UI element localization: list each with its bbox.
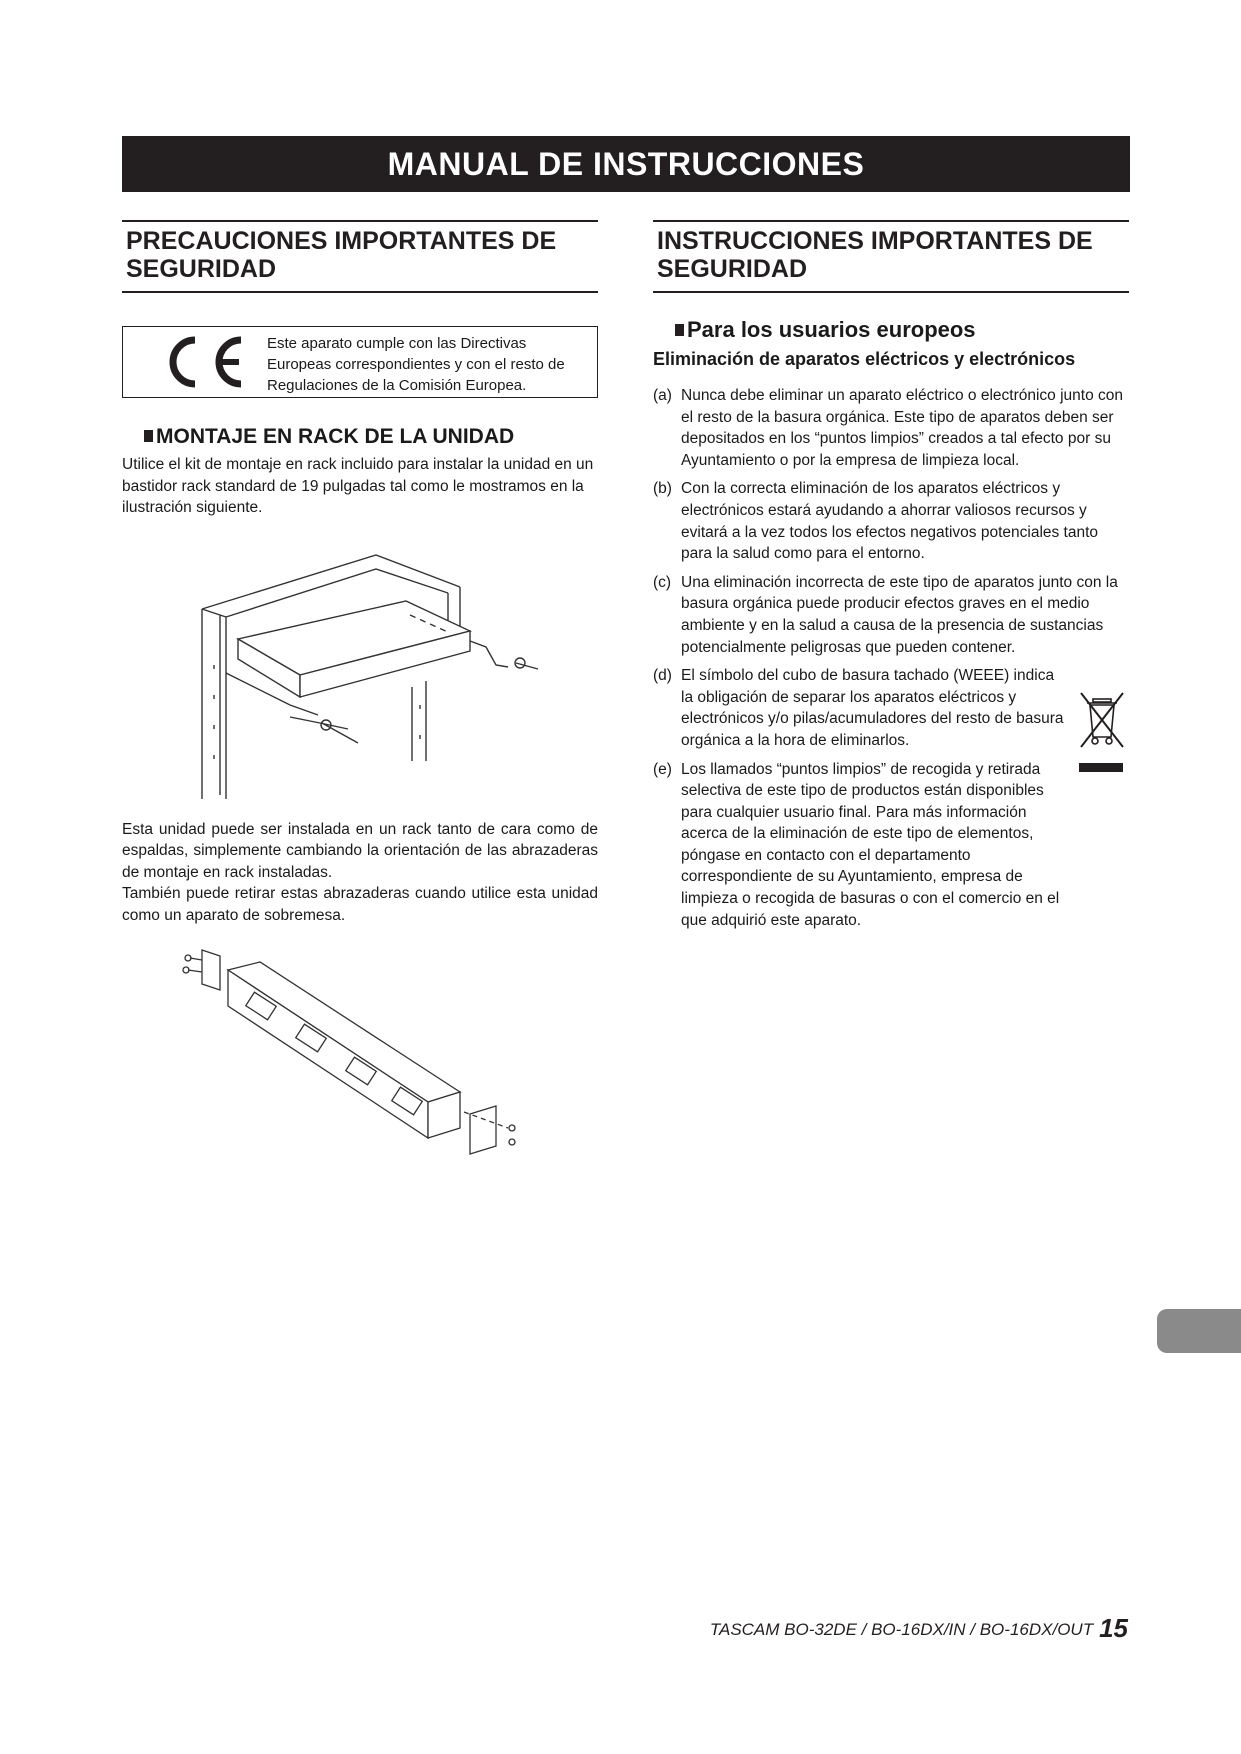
rack-mount-heading bbox=[144, 424, 598, 450]
page-footer bbox=[710, 1614, 1128, 1644]
item-text: Nunca debe eliminar un aparato eléctrico o electrónico junto con el resto de la basura orgánica. Este tipo de aparatos deben ser depositados en los “puntos limpios” creados a tal efecto por su Ayuntamiento o por la empresa de limpieza local. bbox=[681, 387, 1124, 469]
eu-users-heading-text: Para los usuarios europeos bbox=[687, 317, 976, 342]
rack-mount-text: Utilice el kit de montaje en rack incluido para instalar la unidad en un bastidor rack standard de 19 pulgadas tal como le mostramos en la ilustración siguiente. bbox=[122, 456, 594, 516]
disposal-item-b bbox=[653, 478, 1129, 564]
footer-model-names: TASCAM BO-32DE / BO-16DX/IN / BO-16DX/OUT bbox=[709, 1620, 1094, 1639]
rack-mount-illustration bbox=[180, 545, 550, 805]
item-label: (e) bbox=[653, 760, 672, 778]
right-section-heading bbox=[653, 220, 1129, 293]
page-number: 15 bbox=[1099, 1613, 1128, 1643]
page-banner: MANUAL DE INSTRUCCIONES bbox=[122, 136, 1130, 192]
left-section-heading bbox=[122, 220, 598, 293]
left-heading-line2: SEGURIDAD bbox=[126, 255, 277, 283]
item-text: Una eliminación incorrecta de este tipo de aparatos junto con la basura orgánica puede producir efectos graves en el medio ambiente y en la salud a causa de la presencia de sustancias potencialmente peligrosas que pueden contener. bbox=[681, 573, 1118, 656]
ce-notice-text: Este aparato cumple con las Directivas Europeas correspondientes y con el resto de Regulaciones de la Comisión Europea. bbox=[267, 335, 565, 394]
disposal-item-a bbox=[653, 385, 1129, 471]
rack-ears-removal-text: También puede retirar estas abrazaderas cuando utilice esta unidad como un aparato de sobremesa. bbox=[122, 885, 598, 924]
heading-bullet-icon bbox=[144, 430, 153, 442]
weee-underline-bar bbox=[1079, 763, 1123, 772]
weee-subheading: Eliminación de aparatos eléctricos y electrónicos bbox=[653, 349, 1076, 369]
disposal-item-e bbox=[653, 759, 1129, 932]
disposal-item-d bbox=[653, 665, 1129, 751]
item-label: (c) bbox=[653, 573, 672, 591]
right-heading-line2: SEGURIDAD bbox=[657, 255, 808, 283]
heading-bullet-icon bbox=[675, 324, 684, 336]
ce-mark-icon bbox=[159, 336, 249, 388]
rack-mount-heading-text: MONTAJE EN RACK DE LA UNIDAD bbox=[156, 425, 515, 448]
left-column bbox=[122, 220, 598, 1172]
left-heading-line1: PRECAUCIONES IMPORTANTES DE bbox=[126, 227, 557, 255]
eu-users-heading bbox=[675, 317, 1129, 343]
item-label: (b) bbox=[653, 480, 672, 498]
crossed-bin-icon bbox=[1079, 691, 1125, 751]
item-text: El símbolo del cubo de basura tachado (WEEE) indica la obligación de separar los aparatos eléctricos y electrónicos y/o pilas/acumuladores del resto de basura orgánica a la hora de eliminarlos. bbox=[681, 667, 1064, 749]
item-label: (a) bbox=[653, 387, 672, 404]
unit-rack-ears-illustration bbox=[178, 942, 528, 1172]
disposal-item-c bbox=[653, 572, 1129, 658]
item-label: (d) bbox=[653, 667, 672, 685]
item-text: Con la correcta eliminación de los aparatos eléctricos y electrónicos estará ayudando a ahorrar valiosos recursos y evitará a la vez todos los efectos negativos potenciales tanto para la salud como para el entorno. bbox=[681, 480, 1099, 563]
rack-orientation-text: Esta unidad puede ser instalada en un rack tanto de cara como de espaldas, simplemente cambiando la orientación de las abrazaderas de montaje en rack instaladas. bbox=[122, 820, 598, 881]
right-column bbox=[653, 220, 1129, 938]
item-text: Los llamados “puntos limpios” de recogida y retirada selectiva de este tipo de productos están disponibles para cualquier usuario final. Para más información acerca de la eliminación de este tipo de elementos, póngase en contacto con el departamento correspondiente de su Ayuntamiento, empresa de limpieza o recogida de basuras o con el comercio en el que adquirió este aparato. bbox=[681, 760, 1060, 929]
language-thumb-tab bbox=[1157, 1309, 1241, 1353]
ce-notice-box bbox=[122, 326, 598, 398]
right-heading-line1: INSTRUCCIONES IMPORTANTES DE bbox=[657, 227, 1093, 255]
